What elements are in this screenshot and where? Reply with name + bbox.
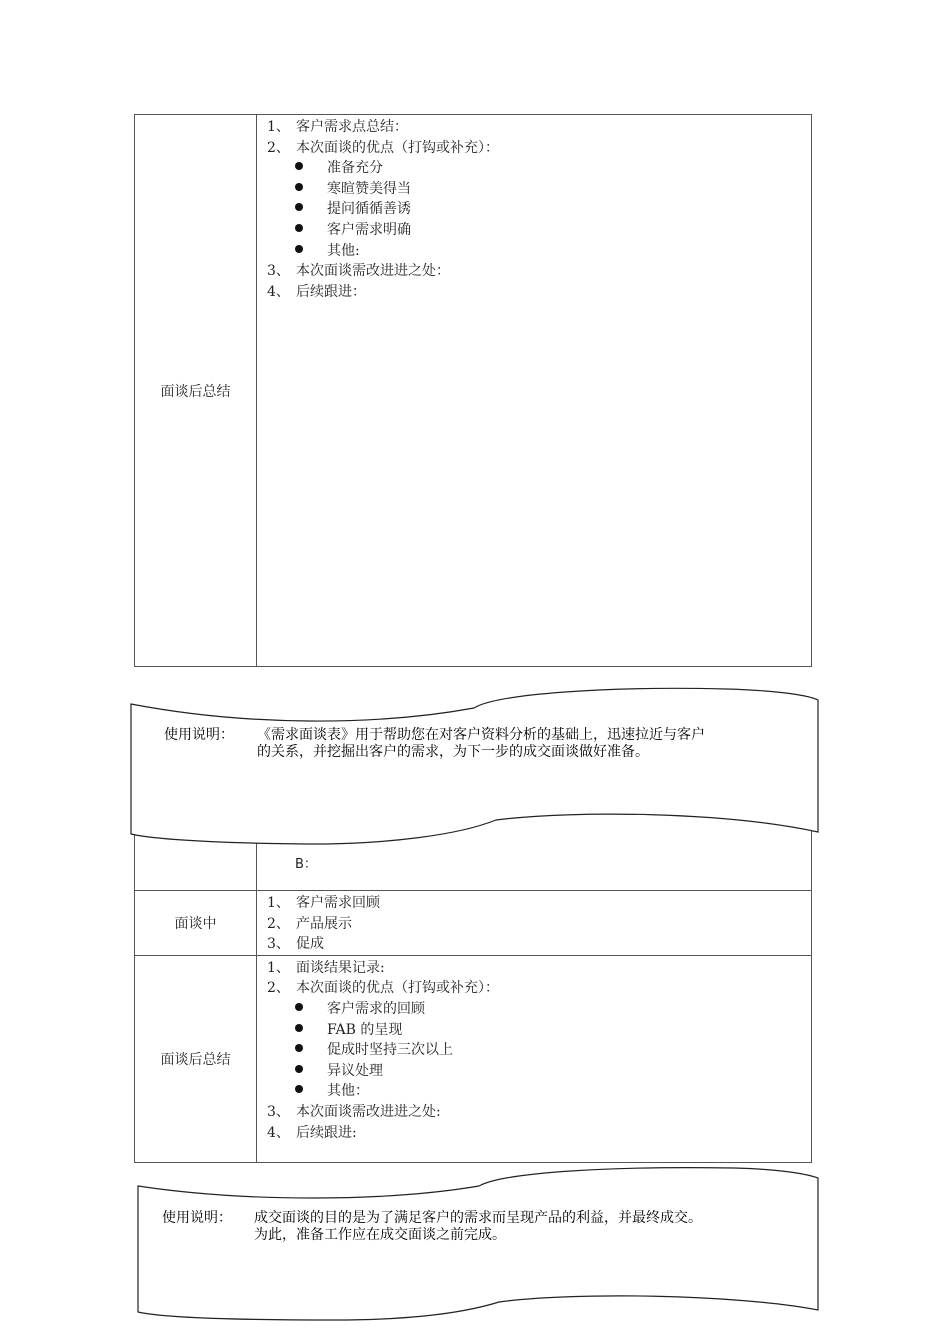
post-summary-content — [257, 115, 812, 667]
row-label-post-summary-2: 面谈后总结 — [135, 955, 257, 1162]
usage-note-body: 《需求面谈表》用于帮助您在对客户资料分析的基础上，迅速拉近与客户 的关系，并挖掘出客户的需求，为下一步的成交面谈做好准备。 — [257, 727, 705, 760]
bullet-item: 准备充分 — [267, 158, 811, 179]
list-item: 4、 后续跟进: — [267, 1124, 357, 1141]
usage-note-label: 使用说明： — [164, 727, 234, 743]
bullet-icon — [295, 1024, 303, 1032]
list-item: 2、 产品展示 — [267, 915, 352, 932]
list-item: 1、 客户需求点总结： — [267, 119, 408, 135]
bullet-item: 寒暄赞美得当 — [267, 179, 811, 200]
bullet-item: FAB 的呈现 — [267, 1020, 811, 1041]
partial-text: B： — [295, 857, 317, 872]
wave-banner-shape — [134, 1164, 824, 1324]
list-item: 3、 促成 — [267, 936, 324, 953]
list-item: 3、 本次面谈需改进进之处： — [267, 263, 450, 280]
bullet-icon — [295, 203, 303, 211]
list-item: 2、 本次面谈的优点（打钩或补充）： — [267, 139, 499, 156]
bullet-item: 客户需求明确 — [267, 220, 811, 241]
bullet-icon — [295, 1003, 303, 1011]
usage-note-body-2: 成交面谈的目的是为了满足客户的需求而呈现产品的利益，并最终成交。 为此，准备工作应在成交面谈之前完成。 — [254, 1210, 702, 1243]
bullet-item: 提问循循善诱 — [267, 199, 811, 220]
bullet-icon — [295, 1085, 303, 1093]
post-interview-summary-table — [134, 114, 812, 667]
bullet-item: 客户需求的回顾 — [267, 999, 811, 1020]
list-item: 1、 面谈结果记录: — [267, 959, 385, 976]
bullet-icon — [295, 162, 303, 170]
interview-process-table — [134, 800, 812, 1163]
bullet-icon — [295, 1065, 303, 1073]
bullet-icon — [295, 245, 303, 253]
bullet-item: 其他: — [267, 241, 811, 262]
row-label-post-summary: 面谈后总结 — [135, 115, 257, 667]
row-label-during-interview: 面谈中 — [135, 891, 257, 956]
list-item: 3、 本次面谈需改进进之处: — [267, 1103, 441, 1120]
bullet-icon — [295, 224, 303, 232]
usage-note-banner-1 — [126, 686, 824, 848]
list-item: 1、 客户需求回顾 — [267, 895, 380, 911]
list-item: 4、 后续跟进： — [267, 283, 366, 300]
bullet-item: 其他： — [267, 1081, 811, 1102]
list-item: 2、 本次面谈的优点（打钩或补充）： — [267, 980, 499, 997]
usage-note-label-2: 使用说明： — [162, 1210, 232, 1226]
usage-note-banner-2 — [134, 1164, 824, 1324]
post-summary-content-2 — [257, 955, 812, 1162]
during-interview-content — [257, 891, 812, 956]
bullet-icon — [295, 183, 303, 191]
wave-banner-shape — [126, 686, 824, 848]
bullet-icon — [295, 1044, 303, 1052]
bullet-item: 促成时坚持三次以上 — [267, 1040, 811, 1061]
bullet-item: 异议处理 — [267, 1061, 811, 1082]
